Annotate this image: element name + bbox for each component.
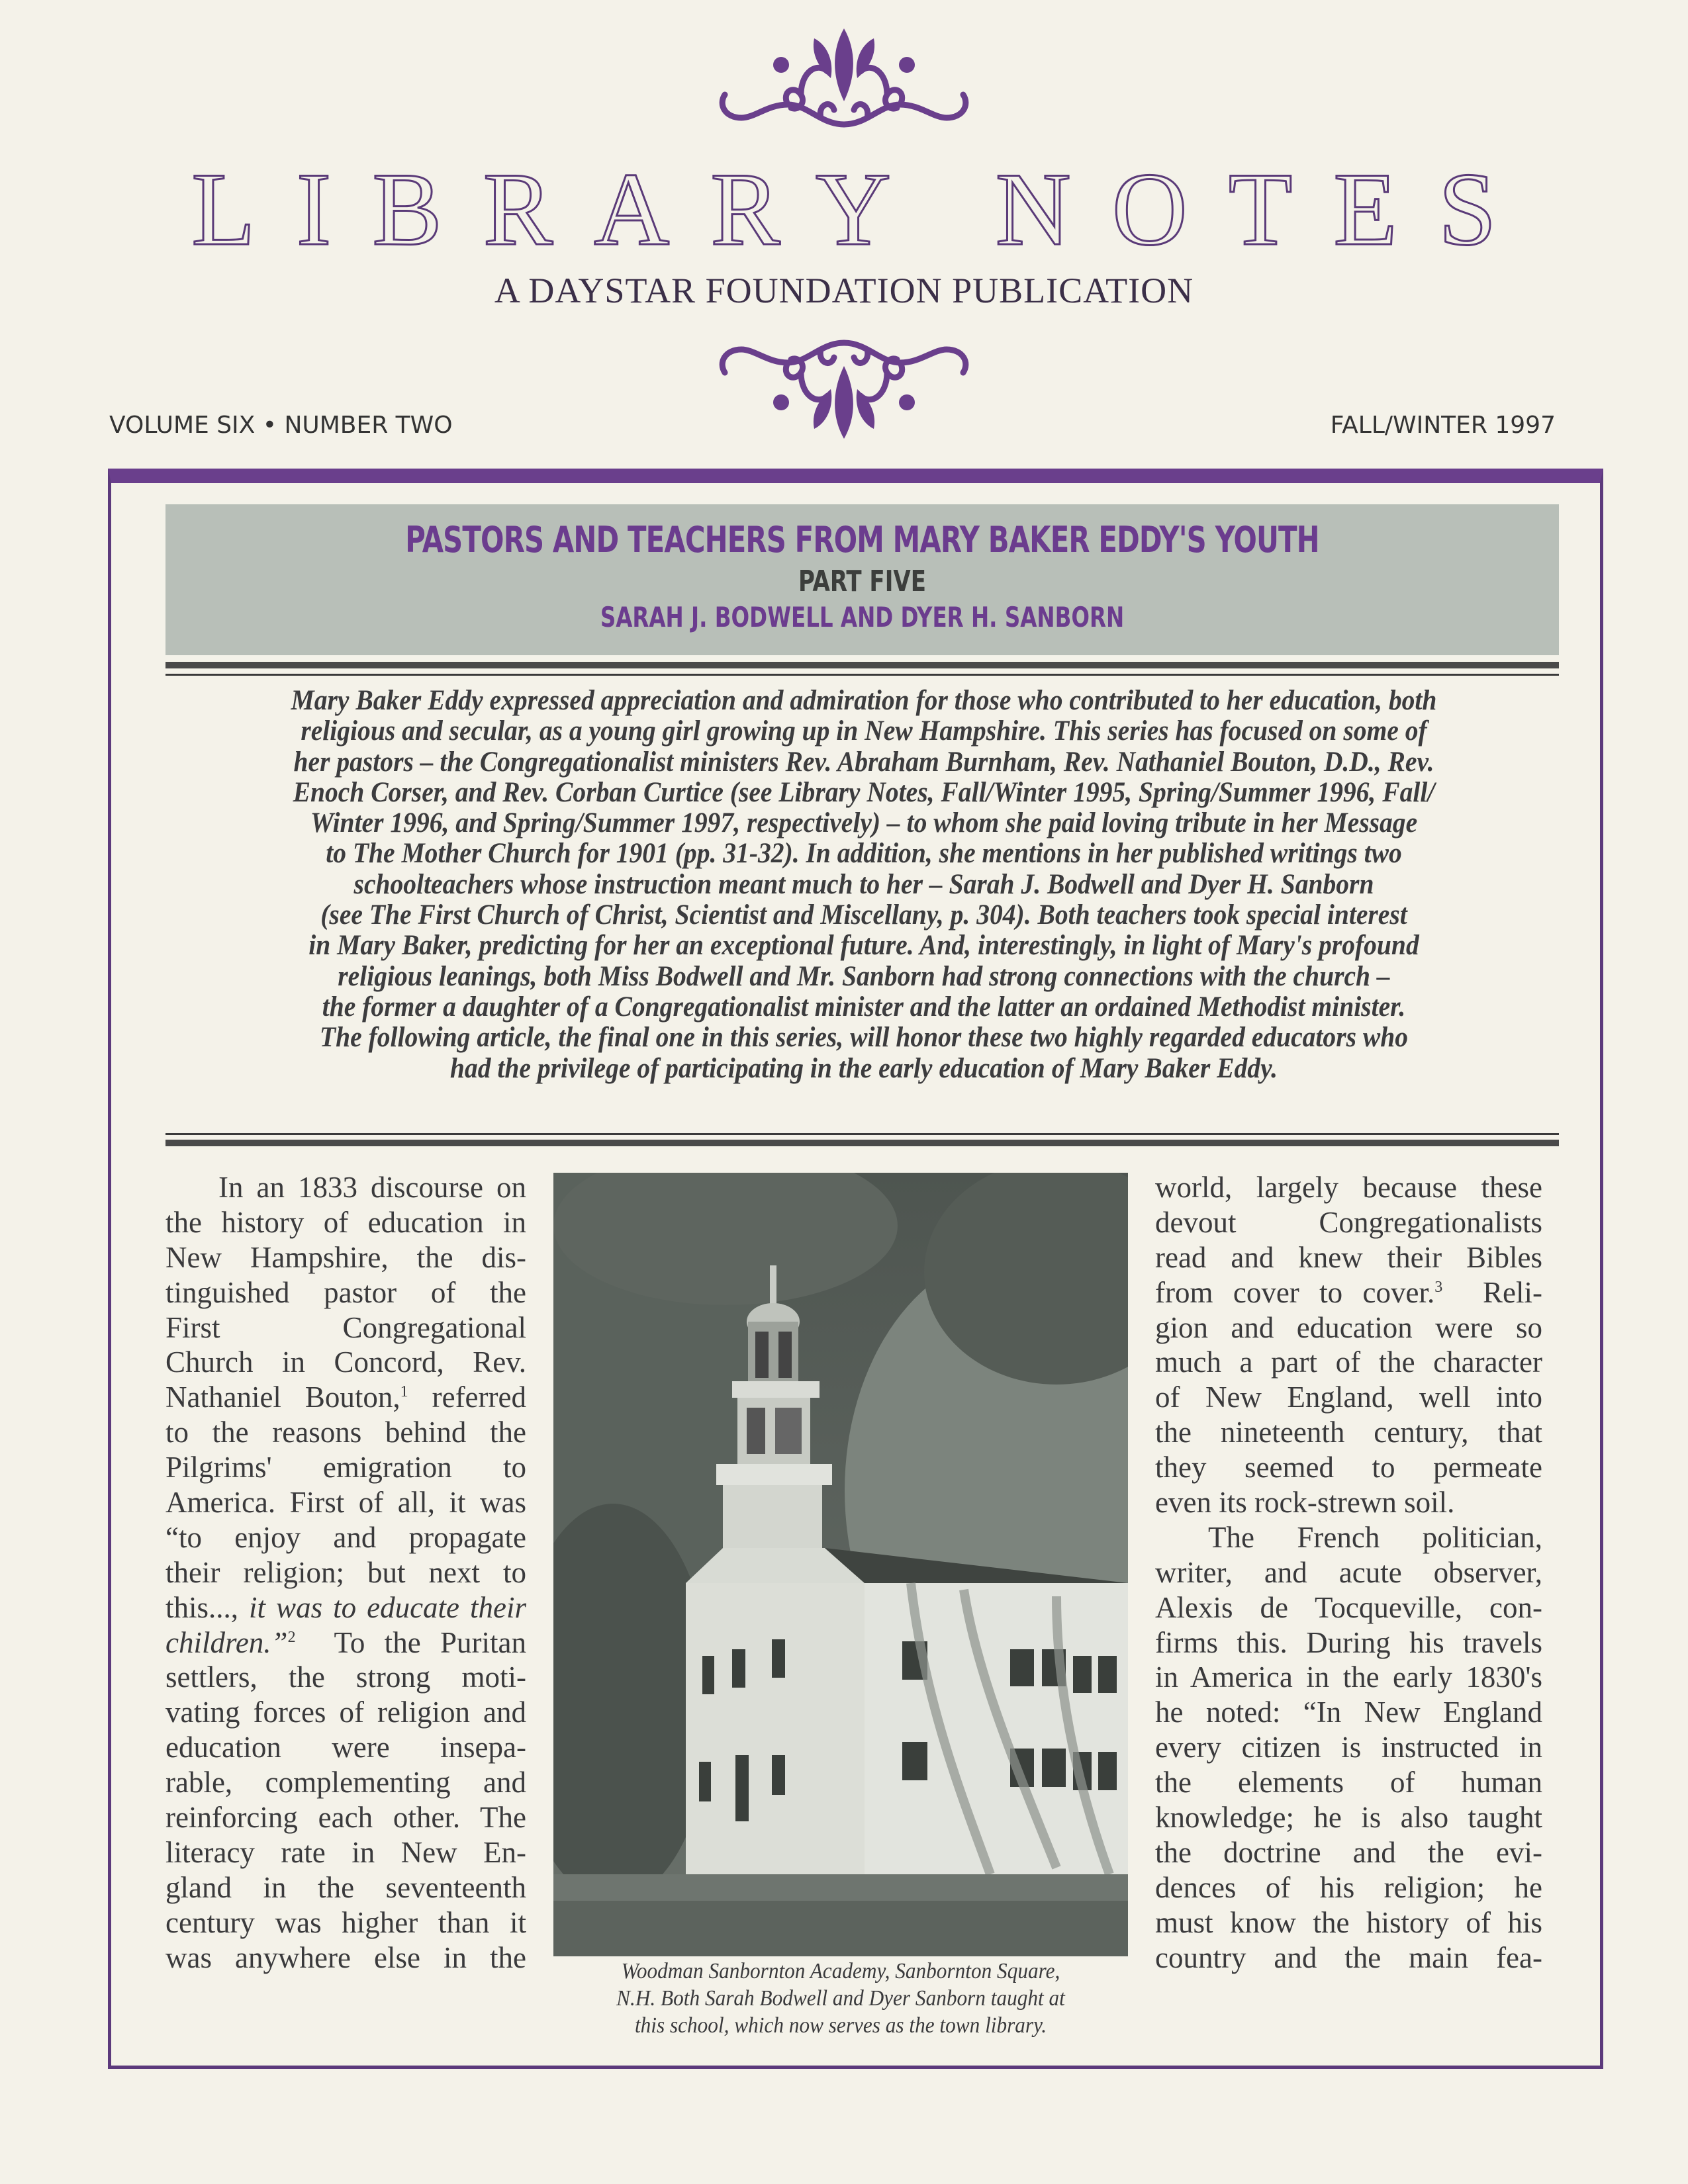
body-line: First Congregational bbox=[165, 1310, 526, 1344]
intro-line: schoolteachers whose instruction meant much to her – Sarah J. Bodwell and Dyer H. Sanborn bbox=[353, 868, 1374, 900]
intro-paragraph bbox=[159, 686, 1569, 1084]
article-subjects: SARAH J. BODWELL AND DYER H. SANBORN bbox=[600, 601, 1125, 633]
body-line: the nineteenth century, that bbox=[1155, 1416, 1542, 1449]
body-line: the history of education in bbox=[165, 1205, 526, 1239]
quote-italic: it was to educate their bbox=[249, 1590, 527, 1624]
body-text: referred bbox=[408, 1381, 526, 1414]
body-text: To the Puritan bbox=[334, 1625, 527, 1659]
body-line: their religion; but next to bbox=[165, 1555, 526, 1589]
body-line: devout Congregationalists bbox=[1155, 1205, 1542, 1239]
body-line: world, largely because these bbox=[1155, 1171, 1542, 1204]
body-column-3 bbox=[1155, 1170, 1542, 1975]
body-line: vating forces of religion and bbox=[165, 1696, 526, 1729]
body-text: Reli- bbox=[1483, 1275, 1542, 1309]
article-part: PART FIVE bbox=[798, 565, 926, 598]
body-line: much a part of the character bbox=[1155, 1345, 1542, 1379]
footnote-ref: 2 bbox=[287, 1628, 296, 1646]
body-line: country and the main fea- bbox=[1155, 1940, 1542, 1974]
body-text: Nathaniel Bouton, bbox=[165, 1381, 400, 1414]
intro-line: her pastors – the Congregationalist ministers Rev. Abraham Burnham, Rev. Nathaniel Bouton, D.D., Rev. bbox=[293, 746, 1434, 778]
body-line: they seemed to permeate bbox=[1155, 1451, 1542, 1484]
body-text: from cover to cover. bbox=[1155, 1275, 1435, 1309]
caption-line: N.H. Both Sarah Bodwell and Dyer Sanborn taught at bbox=[616, 1986, 1065, 2011]
body-line: The French politician, bbox=[1208, 1520, 1542, 1554]
intro-line: had the privilege of participating in the early education of Mary Baker Eddy. bbox=[449, 1052, 1278, 1084]
body-line bbox=[165, 1590, 526, 1625]
issue-date: FALL/WINTER 1997 bbox=[1330, 412, 1556, 439]
body-line: tinguished pastor of the bbox=[165, 1275, 526, 1309]
body-line: to the reasons behind the bbox=[165, 1416, 526, 1449]
body-line: Church in Concord, Rev. bbox=[165, 1345, 526, 1379]
body-column-1 bbox=[165, 1170, 526, 1975]
intro-line: religious leanings, both Miss Bodwell and Mr. Sanborn had strong connections with the church – bbox=[338, 960, 1390, 992]
intro-line: religious and secular, as a young girl growing up in New Hampshire. This series has focused on some of bbox=[301, 715, 1427, 747]
body-line: century was higher than it bbox=[165, 1905, 526, 1939]
body-line: In an 1833 discourse on bbox=[218, 1171, 526, 1204]
body-line: rable, complementing and bbox=[165, 1766, 526, 1799]
caption-line: Woodman Sanbornton Academy, Sanbornton Square, bbox=[621, 1959, 1060, 1983]
body-line: settlers, the strong moti- bbox=[165, 1661, 526, 1694]
body-line: the doctrine and the evi- bbox=[1155, 1835, 1542, 1869]
body-line: writer, and acute observer, bbox=[1155, 1555, 1542, 1589]
body-line: in America in the early 1830's bbox=[1155, 1661, 1542, 1694]
body-line: gland in the seventeenth bbox=[165, 1870, 526, 1904]
intro-line: to The Mother Church for 1901 (pp. 31-32). In addition, she mentions in her published writings two bbox=[326, 838, 1402, 870]
ornament-bottom-icon bbox=[702, 323, 986, 442]
body-line: gion and education were so bbox=[1155, 1310, 1542, 1344]
footnote-ref: 1 bbox=[400, 1383, 408, 1401]
masthead-subtitle: A DAYSTAR FOUNDATION PUBLICATION bbox=[494, 271, 1194, 310]
intro-line: (see The First Church of Christ, Scientist and Miscellany, p. 304). Both teachers took special interest bbox=[320, 899, 1407, 931]
body-line: literacy rate in New En- bbox=[165, 1835, 526, 1869]
intro-line: The following article, the final one in this series, will honor these two highly regarded educators who bbox=[319, 1022, 1409, 1054]
divider-rule bbox=[165, 1140, 1559, 1146]
body-line: education were insepa- bbox=[165, 1731, 526, 1764]
body-line bbox=[165, 1380, 526, 1415]
body-line: knowledge; he is also taught bbox=[1155, 1801, 1542, 1835]
intro-line: Mary Baker Eddy expressed appreciation and admiration for those who contributed to her education, both bbox=[291, 685, 1437, 716]
body-line: Alexis de Tocqueville, con- bbox=[1155, 1590, 1542, 1624]
caption-line: this school, which now serves as the town library. bbox=[634, 2013, 1047, 2038]
masthead-title: LIBRARY NOTES bbox=[191, 152, 1538, 267]
volume-number: VOLUME SIX • NUMBER TWO bbox=[109, 412, 453, 439]
body-line: reinforcing each other. The bbox=[165, 1801, 526, 1835]
divider-rule bbox=[165, 674, 1559, 676]
body-line: was anywhere else in the bbox=[165, 1940, 526, 1974]
body-line: firms this. During his travels bbox=[1155, 1625, 1542, 1659]
article-banner bbox=[165, 504, 1559, 655]
ornament-top-icon bbox=[702, 25, 986, 144]
body-line: “to enjoy and propagate bbox=[165, 1520, 526, 1554]
body-line: dences of his religion; he bbox=[1155, 1870, 1542, 1904]
body-line bbox=[1155, 1275, 1542, 1310]
body-line: Pilgrims' emigration to bbox=[165, 1451, 526, 1484]
divider-rule bbox=[165, 1133, 1559, 1135]
body-line: every citizen is instructed in bbox=[1155, 1731, 1542, 1764]
intro-line: Enoch Corser, and Rev. Corban Curtice (see Library Notes, Fall/Winter 1995, Spring/Summer 1996, Fall/ bbox=[293, 776, 1435, 808]
body-line: even its rock-strewn soil. bbox=[1155, 1486, 1455, 1520]
body-line: the elements of human bbox=[1155, 1766, 1542, 1799]
quote-italic: children.” bbox=[165, 1625, 288, 1659]
body-line: America. First of all, it was bbox=[165, 1486, 526, 1520]
body-line bbox=[165, 1625, 526, 1661]
photo-caption bbox=[543, 1958, 1139, 2039]
intro-line: Winter 1996, and Spring/Summer 1997, respectively) – to whom she paid loving tribute in her Message bbox=[310, 807, 1418, 839]
schoolhouse-photo bbox=[553, 1173, 1128, 1956]
body-line: of New England, well into bbox=[1155, 1381, 1542, 1414]
body-line: he noted: “In New England bbox=[1155, 1696, 1542, 1729]
body-text: this..., bbox=[165, 1590, 239, 1624]
body-line: must know the history of his bbox=[1155, 1905, 1542, 1939]
intro-line: the former a daughter of a Congregationalist minister and the latter an ordained Methodist minister. bbox=[322, 991, 1406, 1023]
divider-rule bbox=[165, 662, 1559, 668]
intro-line: in Mary Baker, predicting for her an exceptional future. And, interestingly, in light of Mary's profound bbox=[308, 930, 1419, 962]
body-line: New Hampshire, the dis- bbox=[165, 1240, 526, 1274]
body-line: read and knew their Bibles bbox=[1155, 1240, 1542, 1274]
footnote-ref: 3 bbox=[1434, 1278, 1443, 1296]
article-headline: PASTORS AND TEACHERS FROM MARY BAKER EDDY'S YOUTH bbox=[405, 519, 1319, 561]
photograph-icon bbox=[553, 1173, 1128, 1956]
